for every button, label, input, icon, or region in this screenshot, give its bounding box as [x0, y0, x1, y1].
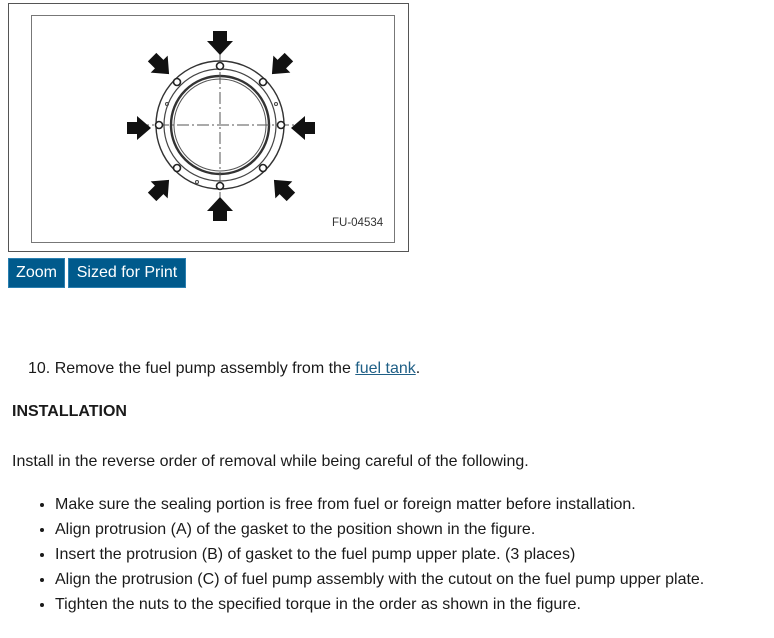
- mark-2: [275, 103, 278, 106]
- zoom-button[interactable]: Zoom: [8, 258, 65, 288]
- figure-id-label: FU-04534: [332, 217, 384, 229]
- arrow-left: [127, 116, 151, 140]
- mark-1: [196, 181, 199, 184]
- intro-text: Install in the reverse order of removal while being careful of the following.: [12, 453, 529, 470]
- bolt-br: [260, 165, 267, 172]
- bolt-bl: [174, 165, 181, 172]
- step-text-end: .: [415, 360, 421, 377]
- bolt-left: [156, 122, 163, 129]
- step-text: Remove the fuel pump assembly from the: [54, 360, 356, 377]
- instruction-list: [0, 492, 774, 617]
- bolt-right: [278, 122, 285, 129]
- arrow-top-right: [263, 49, 297, 83]
- sized-for-print-button[interactable]: Sized for Print: [68, 258, 186, 288]
- arrow-bottom-right: [265, 171, 299, 205]
- installation-heading: INSTALLATION: [12, 403, 127, 420]
- mark-3: [166, 103, 169, 106]
- bolt-bottom: [217, 183, 224, 190]
- arrow-top: [207, 31, 233, 55]
- list-item: • Make sure the sealing portion is free from fuel or foreign matter before installation.: [55, 492, 774, 517]
- fuel-tank-link[interactable]: fuel tank: [355, 360, 416, 377]
- step-number: 10.: [28, 360, 51, 377]
- fuel-pump-diagram: [9, 4, 410, 253]
- arrow-bottom-left: [144, 171, 178, 205]
- list-item: • Align the protrusion (C) of fuel pump assembly with the cutout on the fuel pump upper plate.: [55, 567, 774, 592]
- figure-frame: [8, 3, 409, 252]
- bolt-top: [217, 63, 224, 70]
- arrow-right: [291, 116, 315, 140]
- bolt-tr: [260, 79, 267, 86]
- bolt-tl: [174, 79, 181, 86]
- step-10: [28, 358, 420, 380]
- arrow-bottom: [207, 197, 233, 221]
- list-item: • Tighten the nuts to the specified torque in the order as shown in the figure.: [55, 592, 774, 617]
- arrow-top-left: [144, 49, 178, 83]
- list-item: • Insert the protrusion (B) of gasket to the fuel pump upper plate. (3 places): [55, 542, 774, 567]
- list-item: • Align protrusion (A) of the gasket to the position shown in the figure.: [55, 517, 774, 542]
